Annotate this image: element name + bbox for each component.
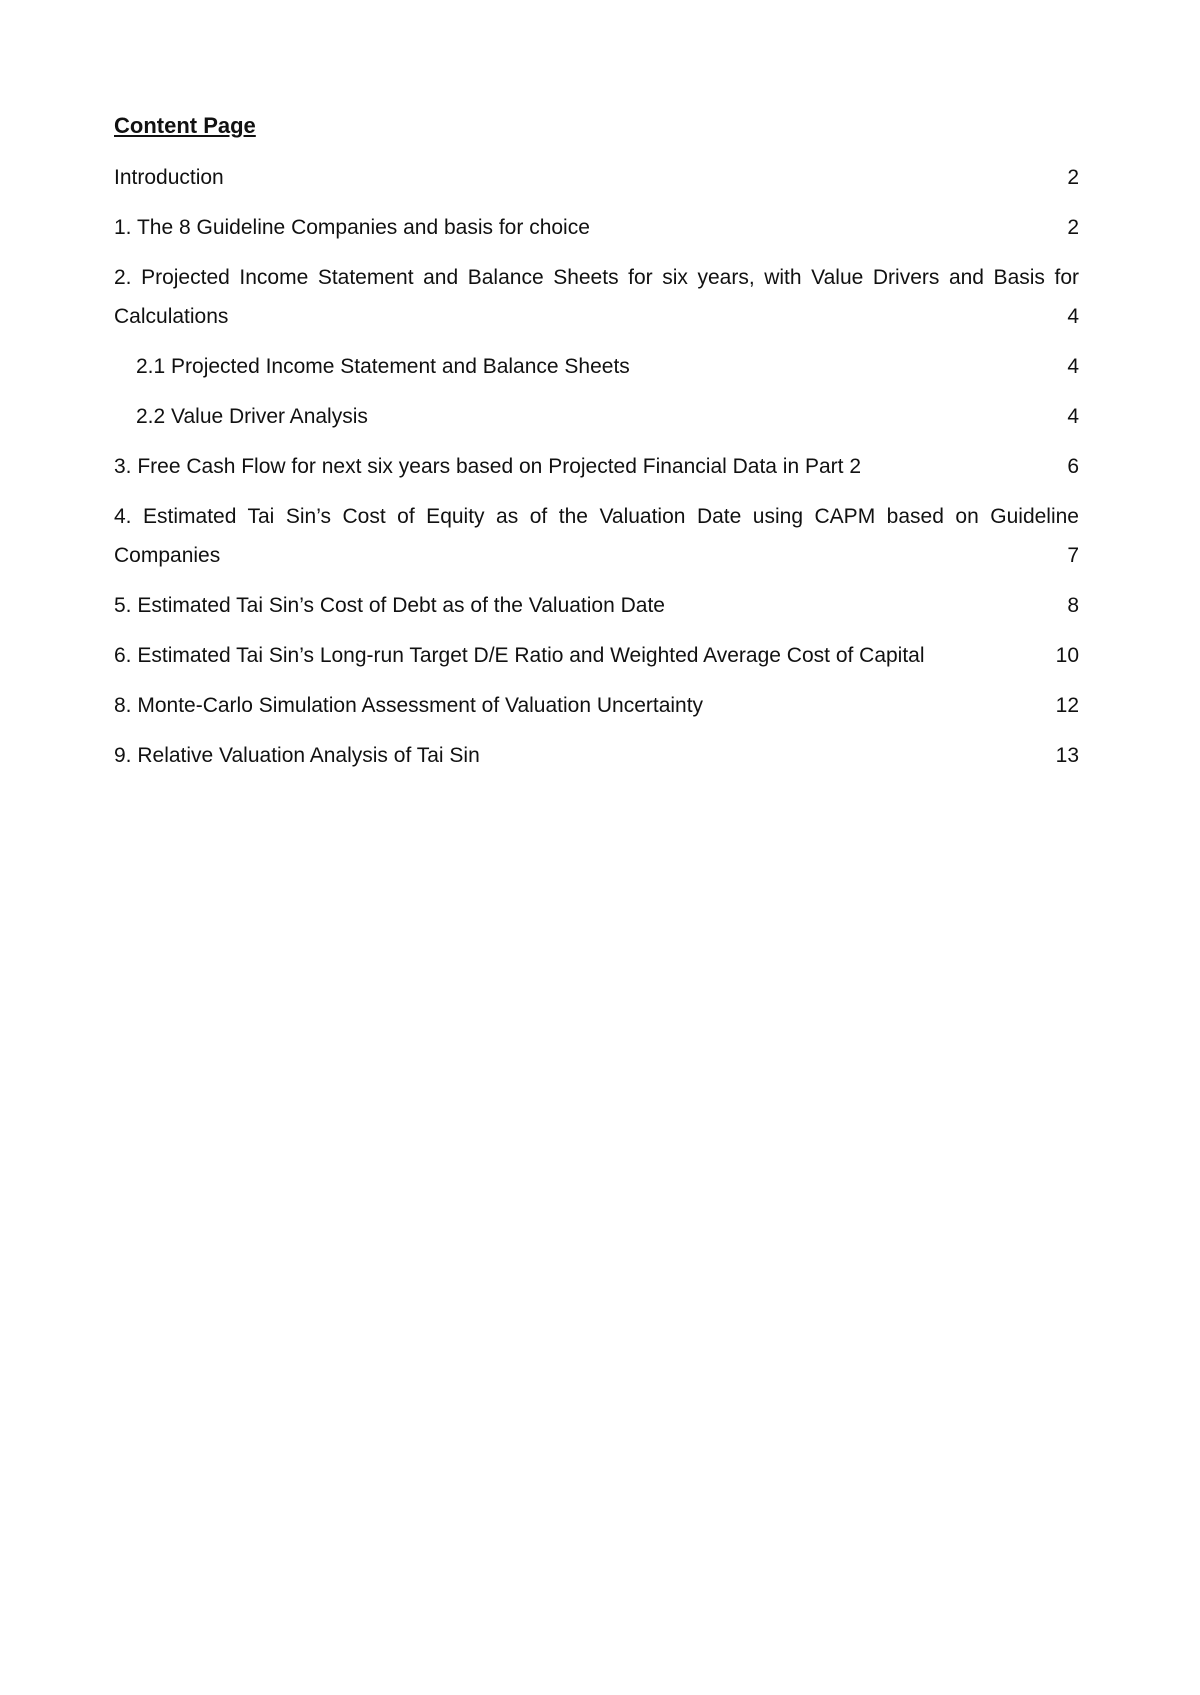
toc-entry-text: 2.1 Projected Income Statement and Balance Sheets [136, 355, 630, 378]
toc-entry-text: 5. Estimated Tai Sin’s Cost of Debt as of the Valuation Date [114, 594, 665, 617]
toc-entry-section-2-1[interactable] [114, 347, 1079, 386]
toc-title: Content Page [114, 113, 256, 138]
toc-entry-text: 6. Estimated Tai Sin’s Long-run Target D/E Ratio and Weighted Average Cost of Capital [114, 644, 925, 667]
toc-entry-section-3[interactable] [114, 447, 1079, 486]
toc-entry-text: 3. Free Cash Flow for next six years based on Projected Financial Data in Part 2 [114, 455, 862, 478]
toc-entry-page: 2 [1067, 166, 1079, 189]
toc-entry-page: 7 [1067, 544, 1079, 567]
toc-entry-text: 8. Monte-Carlo Simulation Assessment of Valuation Uncertainty [114, 694, 704, 717]
toc-entry-text-line1: 4. Estimated Tai Sin’s Cost of Equity as of the Valuation Date using CAPM based on Guideline [114, 505, 1079, 528]
toc-entry-section-9[interactable] [114, 736, 1079, 775]
toc-entry-page: 6 [1067, 455, 1079, 478]
toc-entry-page: 4 [1067, 355, 1079, 378]
toc-entry-page: 8 [1067, 594, 1079, 617]
toc-entry-text: Introduction [114, 166, 224, 189]
toc-entry-page: 13 [1055, 744, 1079, 767]
toc-entry-text: 1. The 8 Guideline Companies and basis for choice [114, 216, 590, 239]
toc-entry-introduction[interactable] [114, 158, 1079, 197]
toc-entry-section-4[interactable] [114, 497, 1079, 575]
toc-entry-section-2[interactable] [114, 258, 1079, 336]
toc-entry-page: 12 [1055, 694, 1079, 717]
toc-entry-page: 2 [1067, 216, 1079, 239]
toc-entry-section-6[interactable] [114, 636, 1079, 675]
toc-entry-section-8[interactable] [114, 686, 1079, 725]
toc-entry-text-line2: Companies [114, 544, 221, 567]
toc-entry-section-1[interactable] [114, 208, 1079, 247]
table-of-contents [114, 112, 1079, 786]
toc-entry-text-line2: Calculations [114, 305, 229, 328]
toc-entry-page: 4 [1067, 405, 1079, 428]
toc-entry-page: 10 [1055, 644, 1079, 667]
toc-entry-section-2-2[interactable] [114, 397, 1079, 436]
toc-entry-section-5[interactable] [114, 586, 1079, 625]
toc-entry-page: 4 [1067, 305, 1079, 328]
toc-entry-text-line1: 2. Projected Income Statement and Balance Sheets for six years, with Value Drivers and Basis for [114, 266, 1079, 289]
toc-entry-text: 2.2 Value Driver Analysis [136, 405, 368, 428]
toc-entry-text: 9. Relative Valuation Analysis of Tai Sin [114, 744, 480, 767]
